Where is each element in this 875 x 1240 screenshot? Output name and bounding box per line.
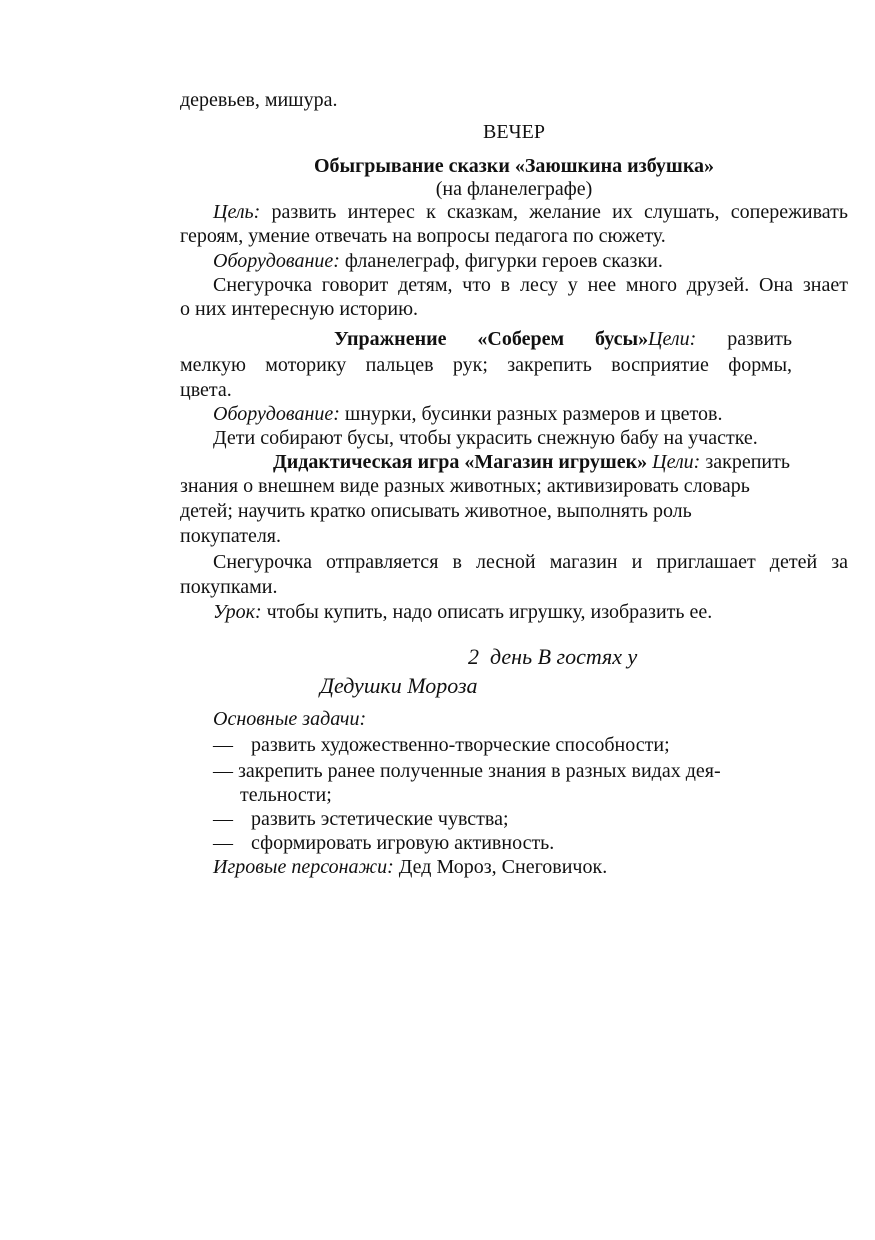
equipment-text: фланелеграф, фигурки героев сказки. [344,250,663,272]
task-item-2-line1: — закрепить ранее полученные знания в разных видах дея- [213,760,721,782]
activity1-equipment [213,249,663,273]
equipment-label: Оборудование: [213,250,340,272]
list-dash: — [213,808,233,830]
lesson-text: чтобы купить, надо описать игрушку, изобразить ее. [266,601,713,623]
day2-title-l2: Дедушки Мороза [320,673,478,698]
activity3-goals-line2: знания о внешнем виде разных животных; активизировать словарь [180,475,750,497]
activity2-equipment [213,402,722,426]
task-item-3 [213,807,509,831]
day2-tasks-label [213,707,366,731]
section-heading-evening: ВЕЧЕР [483,121,545,143]
activity2-goals-line3: цвета. [180,379,232,401]
activity2-desc: Дети собирают бусы, чтобы украсить снежную бабу на участке. [213,427,758,449]
goal-text: развить интерес к сказкам, желание их слушать, сопереживать [271,201,848,223]
task-item-4 [213,831,554,855]
task-item-2-line2: тельности; [240,784,332,806]
activity2-goals-line2: мелкую моторику пальцев рук; закрепить восприятие формы, [180,354,792,376]
task-text: развить эстетические чувства; [251,808,509,830]
day2-characters [213,855,607,879]
activity1-goal-line2: героям, умение отвечать на вопросы педагога по сюжету. [180,225,666,247]
goal-label: Цель: [213,201,261,223]
day2-title-l1: 2 день В гостях у [468,644,638,669]
task-item-1 [213,733,670,757]
activity3-goals-line3: детей; научить кратко описывать животное, выполнять роль [180,500,692,522]
continuation-text: деревьев, мишура. [180,89,338,111]
list-dash: — [213,832,233,854]
day2-title-line1 [468,644,637,670]
tasks-label-text: Основные задачи: [213,708,367,730]
activity1-goal-line1 [213,200,848,224]
activity3-goals-line4: покупателя. [180,525,281,547]
activity2-title-line [334,327,792,351]
activity3-desc-line1: Снегурочка отправляется в лесной магазин и приглашает детей за [213,551,848,573]
activity2-title: Упражнение «Соберем бусы» [334,328,649,350]
list-dash: — [213,734,233,756]
characters-label: Игровые персонажи: [213,856,394,878]
activity3-lesson [213,600,712,624]
activity1-title [180,154,848,178]
activity2-goals-l1: развить [727,328,793,350]
activity3-title: Дидактическая игра «Магазин игрушек» [273,451,648,473]
activity1-title-text: Обыгрывание сказки «Заюшкина избушка» [313,155,715,177]
task-text: сформировать игровую активность. [251,832,555,854]
activity3-title-line [273,450,790,474]
characters-text: Дед Мороз, Снеговичок. [398,856,608,878]
activity1-subtitle: (на фланелеграфе) [435,178,593,200]
day2-title-line2 [320,673,478,699]
equipment-text: шнурки, бусинки разных размеров и цветов. [344,403,723,425]
activity1-desc-line2: о них интересную историю. [180,298,419,320]
activity3-desc-line2: покупками. [180,576,278,598]
activity3-goals-label: Цели: [652,451,701,473]
task-text: развить художественно-творческие способности; [251,734,670,756]
equipment-label: Оборудование: [213,403,340,425]
lesson-label: Урок: [213,601,262,623]
activity1-desc-line1: Снегурочка говорит детям, что в лесу у нее много друзей. Она знает [213,274,848,296]
activity2-goals-label: Цели: [648,328,697,350]
activity3-goals-l1: закрепить [705,451,790,473]
